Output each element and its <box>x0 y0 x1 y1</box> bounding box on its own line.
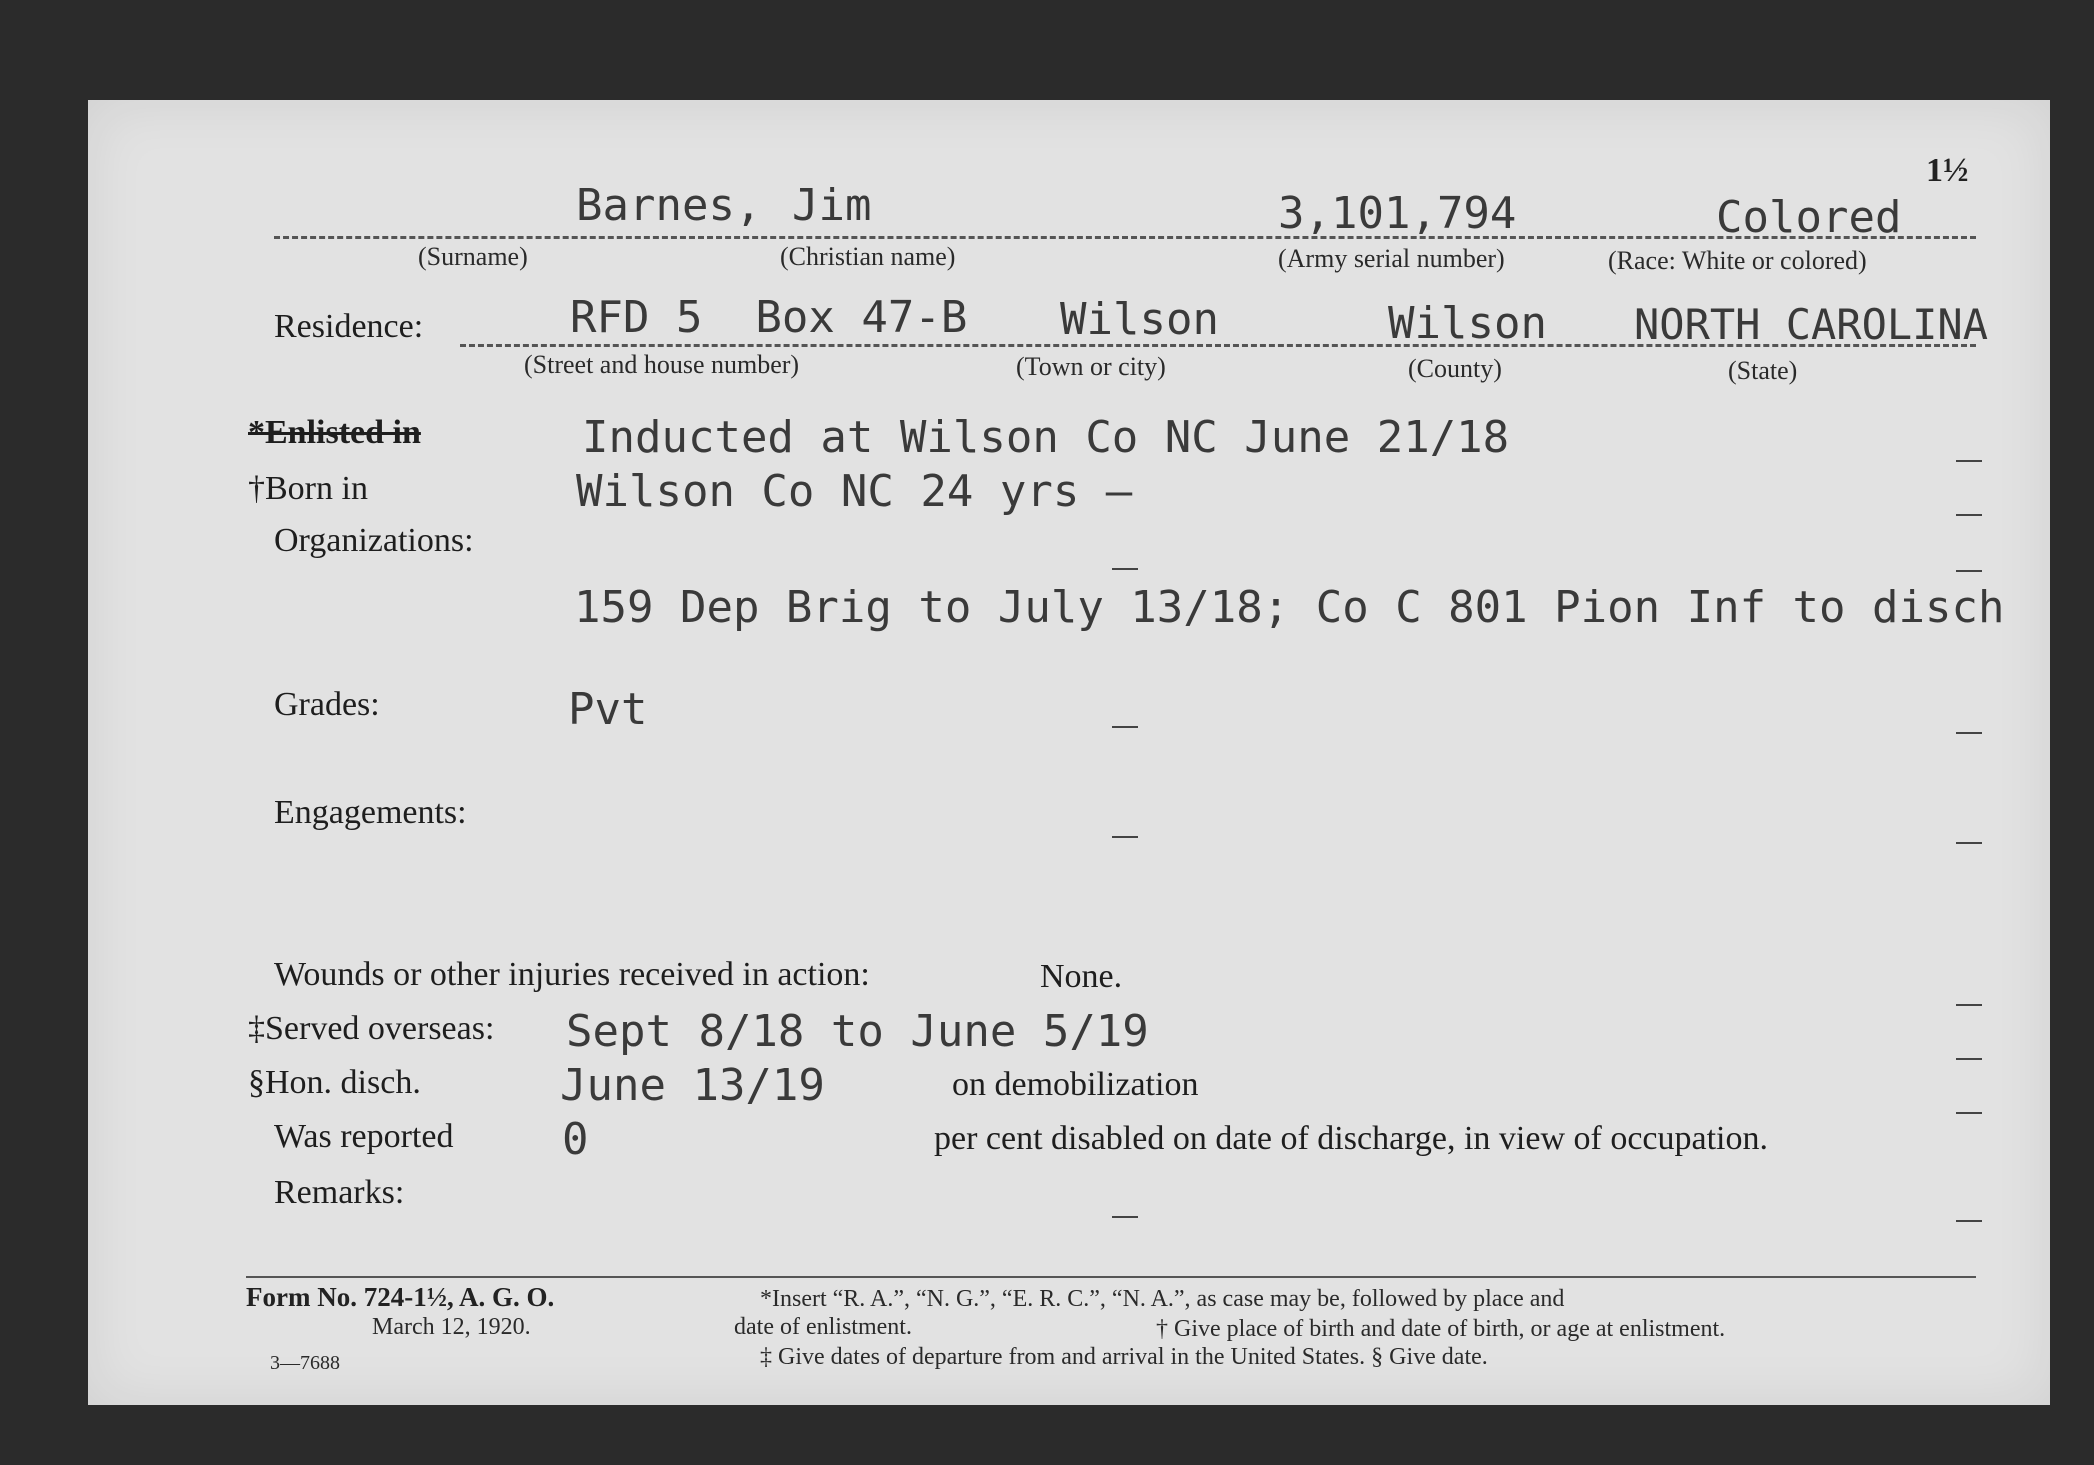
grades-label: Grades: <box>274 686 380 723</box>
tick-mark <box>1112 836 1138 838</box>
tick-mark <box>1956 1220 1982 1222</box>
hon-disch-suffix: on demobilization <box>952 1066 1199 1103</box>
tick-mark <box>1956 460 1982 462</box>
tick-mark <box>1112 568 1138 570</box>
corner-number: 1½ <box>1926 152 1969 189</box>
town-value: Wilson <box>1060 294 1219 345</box>
wounds-label: Wounds or other injuries received in action: <box>274 956 870 993</box>
surname-value: Barnes, <box>576 180 762 231</box>
county-value: Wilson <box>1388 298 1547 349</box>
organizations-label: Organizations: <box>274 522 474 559</box>
hon-disch-value: June 13/19 <box>560 1060 825 1111</box>
tick-mark <box>1112 726 1138 728</box>
tick-mark <box>1956 842 1982 844</box>
footnote-line-3: ‡ Give dates of departure from and arrival in the United States. § Give date. <box>760 1344 1488 1370</box>
was-reported-label: Was reported <box>274 1118 454 1155</box>
print-code: 3—7688 <box>270 1352 340 1374</box>
organizations-value: 159 Dep Brig to July 13/18; Co C 801 Pion Inf to disch <box>574 582 2005 633</box>
race-caption: (Race: White or colored) <box>1608 246 1867 275</box>
enlisted-label: *Enlisted in <box>248 414 421 451</box>
footer-rule <box>246 1276 1976 1278</box>
christian-name-value: Jim <box>792 180 872 231</box>
engagements-label: Engagements: <box>274 794 467 831</box>
serial-number-caption: (Army serial number) <box>1278 244 1505 273</box>
street-value: RFD 5 Box 47-B <box>570 292 968 343</box>
remarks-label: Remarks: <box>274 1174 405 1211</box>
state-value: NORTH CAROLINA <box>1634 300 1989 349</box>
header-dotted-line <box>274 236 1976 239</box>
tick-mark <box>1956 1112 1982 1114</box>
residence-dotted-line <box>460 344 1976 347</box>
service-record-card <box>88 100 2050 1405</box>
wounds-value: None. <box>1040 958 1123 995</box>
state-caption: (State) <box>1728 356 1798 385</box>
footnote-line-2b: † Give place of birth and date of birth, or age at enlistment. <box>1156 1316 1726 1342</box>
surname-caption: (Surname) <box>418 242 528 271</box>
tick-mark <box>1956 514 1982 516</box>
was-reported-value: 0 <box>562 1114 589 1165</box>
christian-name-caption: (Christian name) <box>780 242 956 271</box>
was-reported-suffix: per cent disabled on date of discharge, in view of occupation. <box>934 1120 1768 1157</box>
hon-disch-label: §Hon. disch. <box>248 1064 421 1101</box>
tick-mark <box>1112 1216 1138 1218</box>
enlisted-value: Inducted at Wilson Co NC June 21/18 <box>582 412 1510 463</box>
served-overseas-label: ‡Served overseas: <box>248 1010 495 1047</box>
residence-label: Residence: <box>274 308 424 345</box>
tick-mark <box>1956 732 1982 734</box>
form-date: March 12, 1920. <box>372 1314 531 1340</box>
tick-mark <box>1956 570 1982 572</box>
form-number: Form No. 724-1½, A. G. O. <box>246 1282 555 1312</box>
served-overseas-value: Sept 8/18 to June 5/19 <box>566 1006 1149 1057</box>
county-caption: (County) <box>1408 354 1502 383</box>
street-caption: (Street and house number) <box>524 350 800 379</box>
tick-mark <box>1956 1004 1982 1006</box>
born-label: †Born in <box>248 470 368 507</box>
town-caption: (Town or city) <box>1016 352 1166 381</box>
footnote-line-1: *Insert “R. A.”, “N. G.”, “E. R. C.”, “N. A.”, as case may be, followed by place and <box>760 1286 1565 1312</box>
born-value: Wilson Co NC 24 yrs – <box>576 466 1133 517</box>
serial-number-value: 3,101,794 <box>1278 188 1517 239</box>
tick-mark <box>1956 1058 1982 1060</box>
grades-value: Pvt <box>568 684 648 735</box>
footnote-line-2a: date of enlistment. <box>734 1314 912 1340</box>
race-value: Colored <box>1716 192 1902 243</box>
